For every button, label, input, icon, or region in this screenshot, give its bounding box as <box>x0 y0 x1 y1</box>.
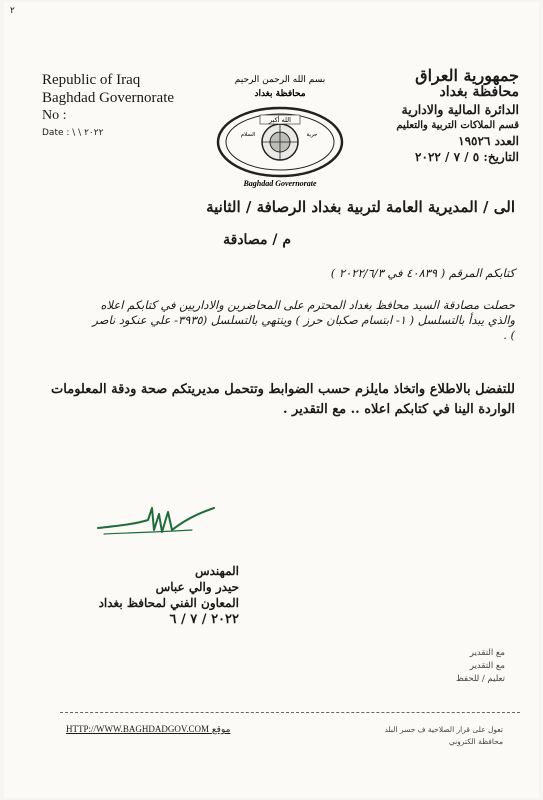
logo-banner: الله أكبر <box>269 116 291 124</box>
letter-body: حصلت مصادقة السيد محافظ بغداد المحترم على المحاضرين والاداريين في كتابكم اعلاه والذي يبدأ بالتسلسل ( ١- ابتسام صكبان حرز ) وينتهي بالتسلسل (٣٩٣٥- علي عنكود ناصر ) . <box>92 298 515 342</box>
letter-reference: كتابكم المرقم ( ٤٠٨٣٩ في ٢٠٢٢/٦/٣ ) <box>330 266 515 280</box>
logo-right-word: حرية <box>306 132 318 138</box>
letter-closing: للتفضل بالاطلاع واتخاذ مايلزم حسب الضوابط وتتحمل مديريتكم صحة ودقة المعلومات الواردة الينا في كتابكم اعلاه .. مع التقدير . <box>51 382 515 417</box>
arabic-department: الدائرة المالية والادارية <box>401 102 519 117</box>
page-number: ٢ <box>10 6 15 16</box>
letter-page <box>4 2 539 798</box>
arabic-section: قسم الملاكات التربية والتعليم <box>396 120 519 131</box>
footer-note-line-2: محافظة الكتروني <box>448 737 503 746</box>
cc-line-1: مع التقدير <box>469 648 505 658</box>
letter-addressee: الى / المديرية العامة لتربية بغداد الرصافة / الثانية <box>206 198 515 216</box>
signatory-name: حيدر والي عباس <box>155 580 239 594</box>
cc-line-3: تعليم / للحفظ <box>455 674 505 684</box>
footer-note-line-1: تعول على قرار الصلاحية ف حسر البلد <box>384 725 503 734</box>
website-label: موقع <box>211 725 231 735</box>
arabic-governorate: محافظة بغداد <box>439 84 519 100</box>
document-date: التاريخ: ٥ / ٧ / ٢٠٢٢ <box>415 150 519 164</box>
letter-subject: م / مصادقة <box>223 232 291 248</box>
cc-line-2: مع التقدير <box>469 661 505 671</box>
footer-note <box>384 724 503 748</box>
signatory-role: المعاون الفني لمحافظ بغداد <box>98 596 239 610</box>
governorate-logo <box>214 72 346 190</box>
logo-basmala: بسم الله الرحمن الرحيم <box>234 75 326 85</box>
english-governorate: Baghdad Governorate <box>42 90 175 106</box>
footer-website[interactable] <box>66 724 230 735</box>
carbon-copy-list <box>456 647 505 686</box>
signatory-date: ٢٠٢٢ / ٧ / ٦ <box>169 612 239 627</box>
english-republic: Republic of Iraq <box>42 72 141 88</box>
arabic-country: جمهورية العراق <box>415 66 519 85</box>
english-date-label: Date : \ \ ٢٠٢٢ <box>42 128 104 138</box>
signatory-title: المهندس <box>194 564 239 578</box>
website-url[interactable]: HTTP://WWW.BAGHDADGOV.COM <box>66 724 210 734</box>
logo-ring-text: Baghdad Governorate <box>243 179 317 188</box>
logo-left-word: السلام <box>240 132 256 138</box>
english-number-label: No : <box>42 108 67 123</box>
signature <box>96 500 216 546</box>
footer-divider <box>60 712 520 713</box>
document-number: العدد ١٩٥٢٦ <box>458 134 519 148</box>
logo-name: محافظة بغداد <box>254 89 306 99</box>
